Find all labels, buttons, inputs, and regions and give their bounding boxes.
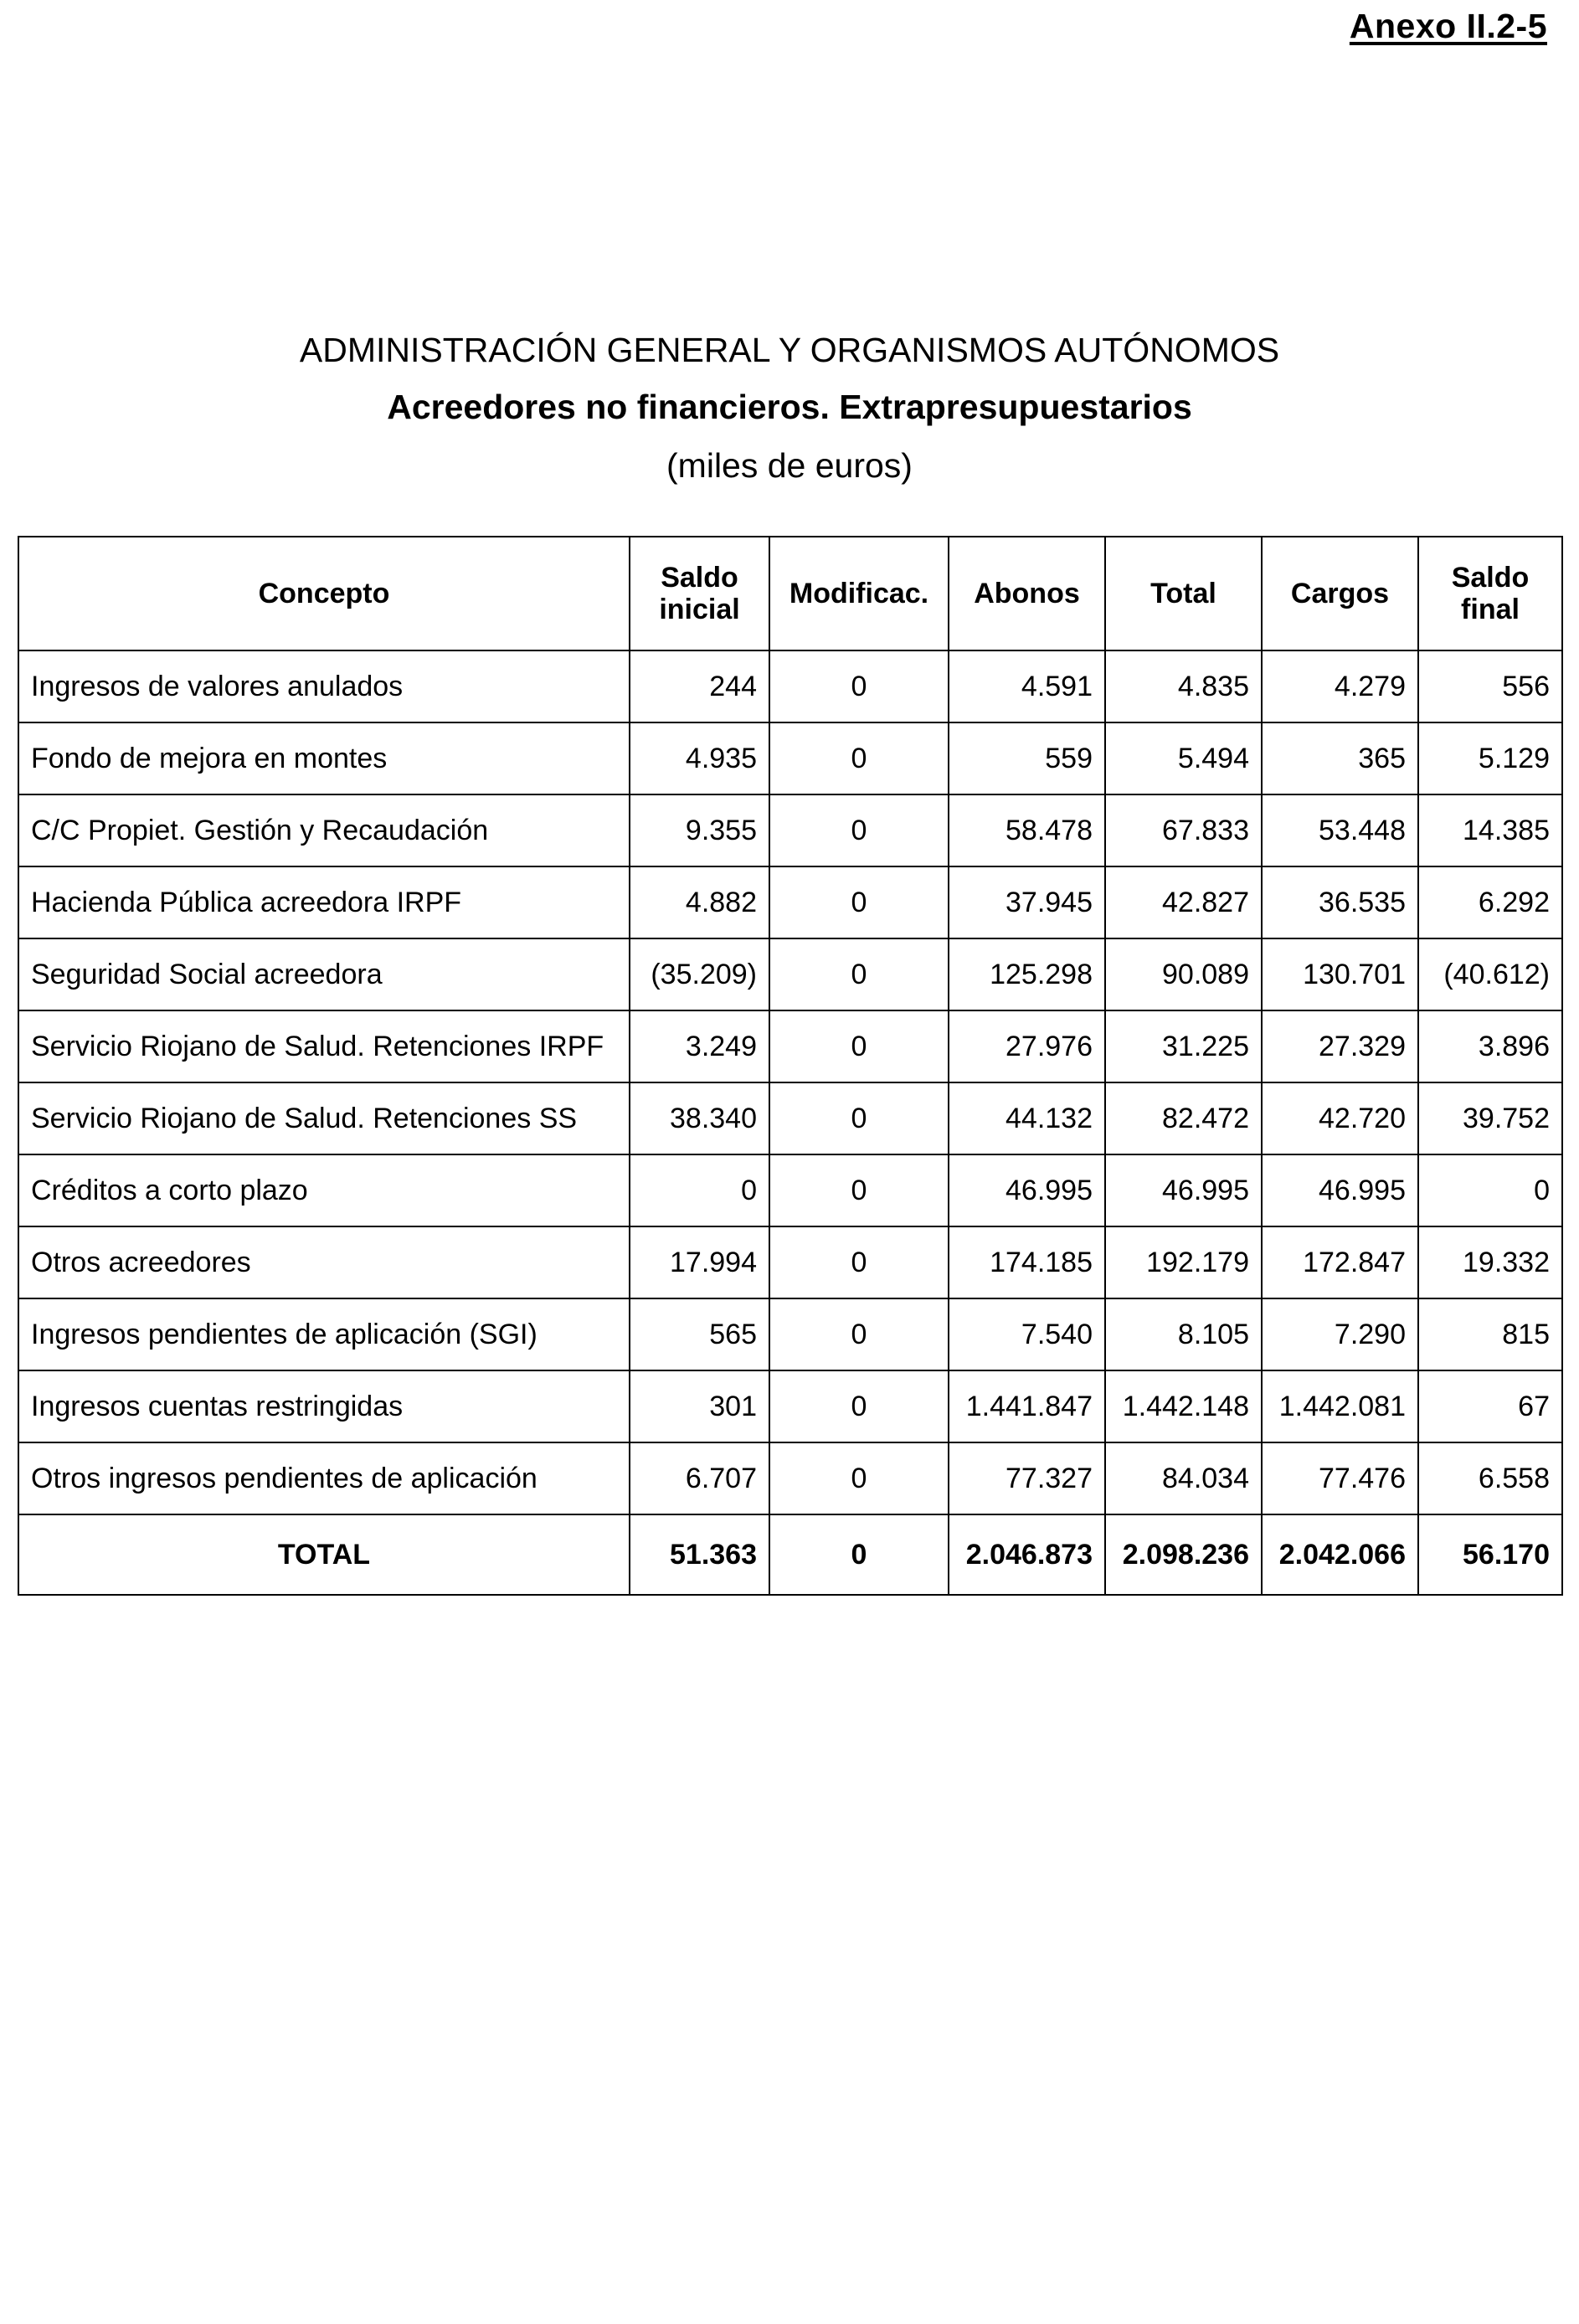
cell-concepto: Otros acreedores (18, 1226, 630, 1298)
total-cell-modificac: 0 (769, 1514, 949, 1595)
cell-modificac: 0 (769, 1298, 949, 1370)
cell-total: 192.179 (1105, 1226, 1262, 1298)
header-modificac: Modificac. (769, 537, 949, 650)
page-title: ADMINISTRACIÓN GENERAL Y ORGANISMOS AUTÓNOMOS (299, 331, 1280, 369)
cell-cargos: 365 (1262, 722, 1418, 794)
cell-cargos: 7.290 (1262, 1298, 1418, 1370)
cell-saldo-final: 14.385 (1418, 794, 1562, 866)
cell-saldo-inicial: 0 (630, 1154, 769, 1226)
total-cell-saldo-final: 56.170 (1418, 1514, 1562, 1595)
table-row (18, 650, 1562, 722)
table-row (18, 1010, 1562, 1082)
cell-abonos: 7.540 (949, 1298, 1105, 1370)
cell-modificac: 0 (769, 650, 949, 722)
cell-modificac: 0 (769, 722, 949, 794)
cell-saldo-inicial: 9.355 (630, 794, 769, 866)
cell-modificac: 0 (769, 794, 949, 866)
cell-saldo-inicial: 4.935 (630, 722, 769, 794)
page-subtitle: Acreedores no financieros. Extrapresupuestarios (387, 388, 1192, 426)
cell-saldo-inicial: 4.882 (630, 866, 769, 938)
cell-saldo-final: 39.752 (1418, 1082, 1562, 1154)
creditors-table (18, 536, 1563, 1596)
cell-total: 8.105 (1105, 1298, 1262, 1370)
table-row (18, 866, 1562, 938)
header-saldo-inicial: Saldo inicial (630, 537, 769, 650)
header-abonos: Abonos (949, 537, 1105, 650)
cell-saldo-inicial: 244 (630, 650, 769, 722)
units-note: (miles de euros) (666, 446, 913, 485)
header-saldo-final: Saldo final (1418, 537, 1562, 650)
cell-total: 90.089 (1105, 938, 1262, 1010)
cell-saldo-final: 556 (1418, 650, 1562, 722)
table-row (18, 1082, 1562, 1154)
cell-concepto: Fondo de mejora en montes (18, 722, 630, 794)
table-row (18, 1226, 1562, 1298)
cell-abonos: 44.132 (949, 1082, 1105, 1154)
cell-saldo-inicial: 38.340 (630, 1082, 769, 1154)
cell-cargos: 53.448 (1262, 794, 1418, 866)
cell-total: 84.034 (1105, 1442, 1262, 1514)
cell-concepto: C/C Propiet. Gestión y Recaudación (18, 794, 630, 866)
cell-saldo-final: (40.612) (1418, 938, 1562, 1010)
cell-saldo-final: 0 (1418, 1154, 1562, 1226)
total-cell-total: 2.098.236 (1105, 1514, 1262, 1595)
cell-cargos: 172.847 (1262, 1226, 1418, 1298)
cell-abonos: 27.976 (949, 1010, 1105, 1082)
cell-saldo-final: 815 (1418, 1298, 1562, 1370)
cell-cargos: 4.279 (1262, 650, 1418, 722)
cell-concepto: Ingresos cuentas restringidas (18, 1370, 630, 1442)
cell-concepto: Hacienda Pública acreedora IRPF (18, 866, 630, 938)
header-concepto: Concepto (18, 537, 630, 650)
table-row (18, 794, 1562, 866)
table-row (18, 1442, 1562, 1514)
total-row (18, 1514, 1562, 1595)
cell-abonos: 174.185 (949, 1226, 1105, 1298)
cell-saldo-inicial: 565 (630, 1298, 769, 1370)
cell-total: 31.225 (1105, 1010, 1262, 1082)
cell-cargos: 36.535 (1262, 866, 1418, 938)
cell-modificac: 0 (769, 1370, 949, 1442)
cell-saldo-final: 6.292 (1418, 866, 1562, 938)
cell-cargos: 46.995 (1262, 1154, 1418, 1226)
cell-abonos: 37.945 (949, 866, 1105, 938)
cell-saldo-inicial: 6.707 (630, 1442, 769, 1514)
table-row (18, 722, 1562, 794)
cell-total: 5.494 (1105, 722, 1262, 794)
cell-total: 42.827 (1105, 866, 1262, 938)
total-cell-concepto: TOTAL (18, 1514, 630, 1595)
header-total: Total (1105, 537, 1262, 650)
cell-modificac: 0 (769, 1226, 949, 1298)
cell-modificac: 0 (769, 938, 949, 1010)
cell-abonos: 46.995 (949, 1154, 1105, 1226)
table-row (18, 938, 1562, 1010)
cell-modificac: 0 (769, 1010, 949, 1082)
cell-modificac: 0 (769, 1082, 949, 1154)
cell-abonos: 77.327 (949, 1442, 1105, 1514)
cell-cargos: 1.442.081 (1262, 1370, 1418, 1442)
cell-saldo-final: 67 (1418, 1370, 1562, 1442)
cell-concepto: Otros ingresos pendientes de aplicación (18, 1442, 630, 1514)
cell-concepto: Ingresos de valores anulados (18, 650, 630, 722)
cell-abonos: 559 (949, 722, 1105, 794)
cell-abonos: 4.591 (949, 650, 1105, 722)
total-cell-cargos: 2.042.066 (1262, 1514, 1418, 1595)
cell-concepto: Ingresos pendientes de aplicación (SGI) (18, 1298, 630, 1370)
cell-cargos: 77.476 (1262, 1442, 1418, 1514)
cell-cargos: 27.329 (1262, 1010, 1418, 1082)
cell-modificac: 0 (769, 1154, 949, 1226)
table-row (18, 1154, 1562, 1226)
cell-saldo-final: 19.332 (1418, 1226, 1562, 1298)
cell-cargos: 130.701 (1262, 938, 1418, 1010)
cell-modificac: 0 (769, 1442, 949, 1514)
cell-saldo-inicial: 17.994 (630, 1226, 769, 1298)
cell-saldo-inicial: (35.209) (630, 938, 769, 1010)
total-cell-abonos: 2.046.873 (949, 1514, 1105, 1595)
cell-total: 4.835 (1105, 650, 1262, 722)
cell-abonos: 125.298 (949, 938, 1105, 1010)
cell-concepto: Créditos a corto plazo (18, 1154, 630, 1226)
cell-cargos: 42.720 (1262, 1082, 1418, 1154)
cell-total: 82.472 (1105, 1082, 1262, 1154)
cell-concepto: Seguridad Social acreedora (18, 938, 630, 1010)
cell-saldo-inicial: 301 (630, 1370, 769, 1442)
cell-saldo-final: 5.129 (1418, 722, 1562, 794)
cell-total: 1.442.148 (1105, 1370, 1262, 1442)
cell-modificac: 0 (769, 866, 949, 938)
table-body (18, 650, 1562, 1595)
cell-concepto: Servicio Riojano de Salud. Retenciones SS (18, 1082, 630, 1154)
cell-saldo-final: 6.558 (1418, 1442, 1562, 1514)
cell-total: 67.833 (1105, 794, 1262, 866)
cell-concepto: Servicio Riojano de Salud. Retenciones IRPF (18, 1010, 630, 1082)
table-row (18, 1370, 1562, 1442)
annex-label: Anexo II.2-5 (1349, 7, 1547, 45)
table-header-row (18, 537, 1562, 650)
table-row (18, 1298, 1562, 1370)
header-cargos: Cargos (1262, 537, 1418, 650)
cell-total: 46.995 (1105, 1154, 1262, 1226)
total-cell-saldo-inicial: 51.363 (630, 1514, 769, 1595)
cell-saldo-inicial: 3.249 (630, 1010, 769, 1082)
cell-saldo-final: 3.896 (1418, 1010, 1562, 1082)
cell-abonos: 58.478 (949, 794, 1105, 866)
cell-abonos: 1.441.847 (949, 1370, 1105, 1442)
